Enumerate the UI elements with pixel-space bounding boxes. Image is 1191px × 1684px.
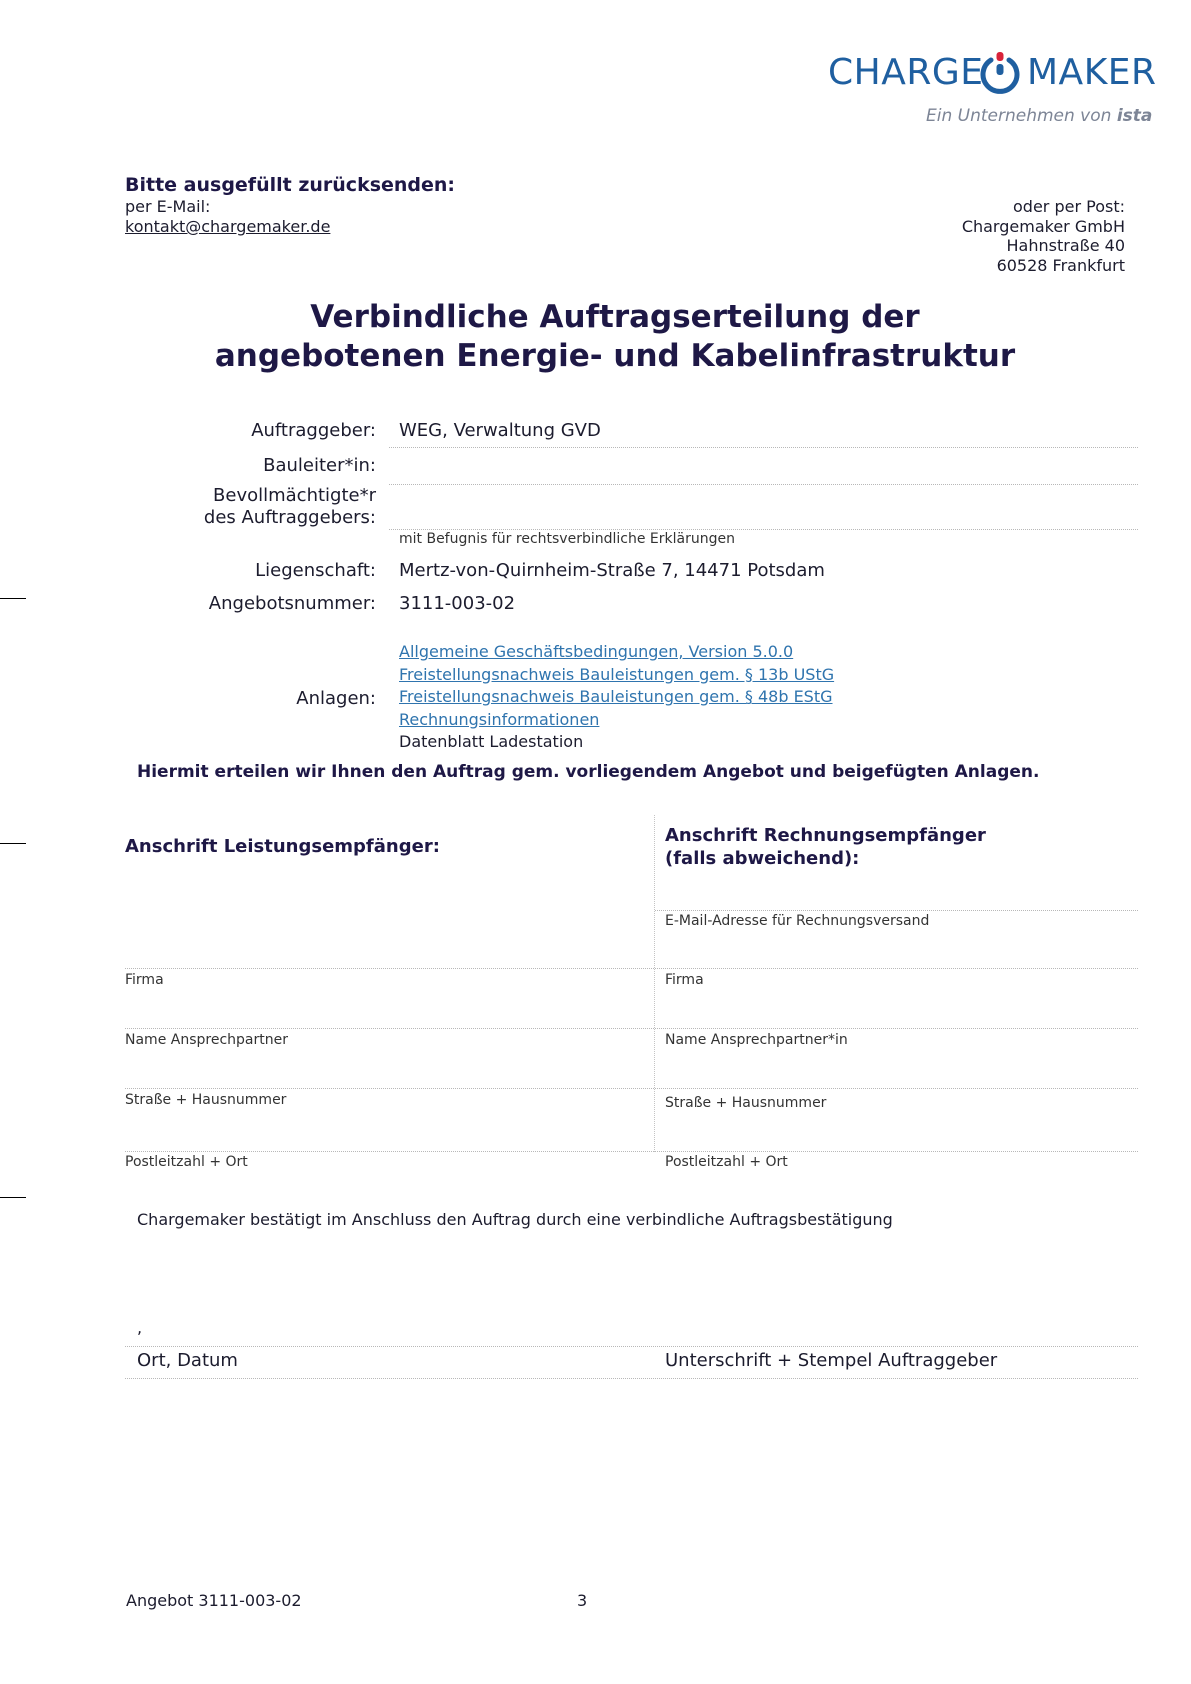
post-line-street: Hahnstraße 40 xyxy=(1006,236,1125,255)
bevollmaechtigte-note: mit Befugnis für rechtsverbindliche Erklärungen xyxy=(399,531,735,547)
right-address-heading-line-2: (falls abweichend): xyxy=(665,848,860,869)
power-button-icon xyxy=(977,52,1023,98)
margin-tick xyxy=(0,843,26,844)
post-label: oder per Post: xyxy=(1013,197,1125,216)
right-address-heading-line-1: Anschrift Rechnungsempfänger xyxy=(665,825,986,846)
company-logo xyxy=(826,52,1157,132)
page-title xyxy=(140,298,1090,376)
auftraggeber-value[interactable]: WEG, Verwaltung GVD xyxy=(399,420,601,441)
logo-word-charge: CHARGE xyxy=(828,52,984,93)
footer-page-number: 3 xyxy=(577,1591,588,1610)
signature-underline xyxy=(125,1378,1138,1379)
title-line-2: angebotenen Energie- und Kabelinfrastruktur xyxy=(214,338,1016,374)
link-freistellung-13b[interactable]: Freistellungsnachweis Bauleistungen gem. § 13b UStG xyxy=(399,664,835,684)
right-address-heading xyxy=(665,824,986,870)
margin-tick xyxy=(0,598,26,599)
bevollmaechtigte-label xyxy=(204,485,376,529)
field-underline xyxy=(125,968,1138,969)
logo-tagline-prefix: Ein Unternehmen von xyxy=(926,106,1112,126)
return-heading: Bitte ausgefüllt zurücksenden: xyxy=(125,174,456,196)
place-date-label: Ort, Datum xyxy=(137,1350,238,1371)
column-divider xyxy=(654,815,655,1152)
footer-offer-number: Angebot 3111-003-02 xyxy=(126,1591,302,1610)
email-link[interactable]: kontakt@chargemaker.de xyxy=(125,217,331,236)
post-address xyxy=(962,197,1125,275)
bauleiter-label: Bauleiter*in: xyxy=(263,455,376,476)
left-ansprechpartner-label[interactable]: Name Ansprechpartner xyxy=(125,1032,288,1048)
post-line-city: 60528 Frankfurt xyxy=(996,255,1125,275)
anlagen-list xyxy=(399,641,834,754)
datenblatt-ladestation: Datenblatt Ladestation xyxy=(399,732,584,751)
left-strasse-label[interactable]: Straße + Hausnummer xyxy=(125,1092,287,1108)
left-plz-ort-label[interactable]: Postleitzahl + Ort xyxy=(125,1154,248,1170)
left-firma-label[interactable]: Firma xyxy=(125,972,164,988)
logo-tagline-brand: ista xyxy=(1116,106,1153,126)
title-line-1: Verbindliche Auftragserteilung der xyxy=(310,299,920,335)
bevollmaechtigte-label-line-1: Bevollmächtigte*r xyxy=(213,485,376,506)
right-firma-label[interactable]: Firma xyxy=(665,972,704,988)
link-rechnungsinformationen[interactable]: Rechnungsinformationen xyxy=(399,709,600,729)
anlagen-label: Anlagen: xyxy=(296,688,376,709)
field-underline xyxy=(389,529,1138,530)
right-strasse-label[interactable]: Straße + Hausnummer xyxy=(665,1095,827,1111)
logo-word-maker: MAKER xyxy=(1027,52,1157,93)
bevollmaechtigte-label-line-2: des Auftraggebers: xyxy=(203,507,376,528)
angebotsnummer-value: 3111-003-02 xyxy=(399,593,516,614)
margin-tick xyxy=(0,1197,26,1198)
field-underline xyxy=(125,1151,1138,1152)
link-freistellung-48b[interactable]: Freistellungsnachweis Bauleistungen gem. § 48b EStG xyxy=(399,687,833,706)
email-label: per E-Mail: xyxy=(125,197,211,216)
signature-stamp-label: Unterschrift + Stempel Auftraggeber xyxy=(665,1350,998,1371)
angebotsnummer-label: Angebotsnummer: xyxy=(208,593,376,614)
field-underline xyxy=(389,484,1138,485)
logo-tagline xyxy=(926,106,1152,126)
field-underline xyxy=(125,1088,1138,1089)
right-plz-ort-label[interactable]: Postleitzahl + Ort xyxy=(665,1154,788,1170)
signature-line xyxy=(125,1346,1138,1347)
link-agb[interactable]: Allgemeine Geschäftsbedingungen, Version 5.0.0 xyxy=(399,642,794,661)
liegenschaft-label: Liegenschaft: xyxy=(255,560,376,581)
confirmation-statement: Hiermit erteilen wir Ihnen den Auftrag gem. vorliegendem Angebot und beigefügten Anlagen. xyxy=(137,762,1040,782)
post-line-company: Chargemaker GmbH xyxy=(961,216,1125,236)
right-email-field-label[interactable]: E-Mail-Adresse für Rechnungsversand xyxy=(665,913,930,929)
field-underline xyxy=(125,1028,1138,1029)
field-underline xyxy=(389,447,1138,448)
closing-note: Chargemaker bestätigt im Anschluss den Auftrag durch eine verbindliche Auftragsbestätigung xyxy=(137,1210,893,1229)
signature-comma: , xyxy=(137,1318,143,1337)
left-address-heading: Anschrift Leistungsempfänger: xyxy=(125,836,440,857)
liegenschaft-value: Mertz-von-Quirnheim-Straße 7, 14471 Potsdam xyxy=(399,560,825,581)
field-underline xyxy=(655,910,1138,911)
right-ansprechpartner-label[interactable]: Name Ansprechpartner*in xyxy=(665,1032,848,1048)
auftraggeber-label: Auftraggeber: xyxy=(251,420,376,441)
